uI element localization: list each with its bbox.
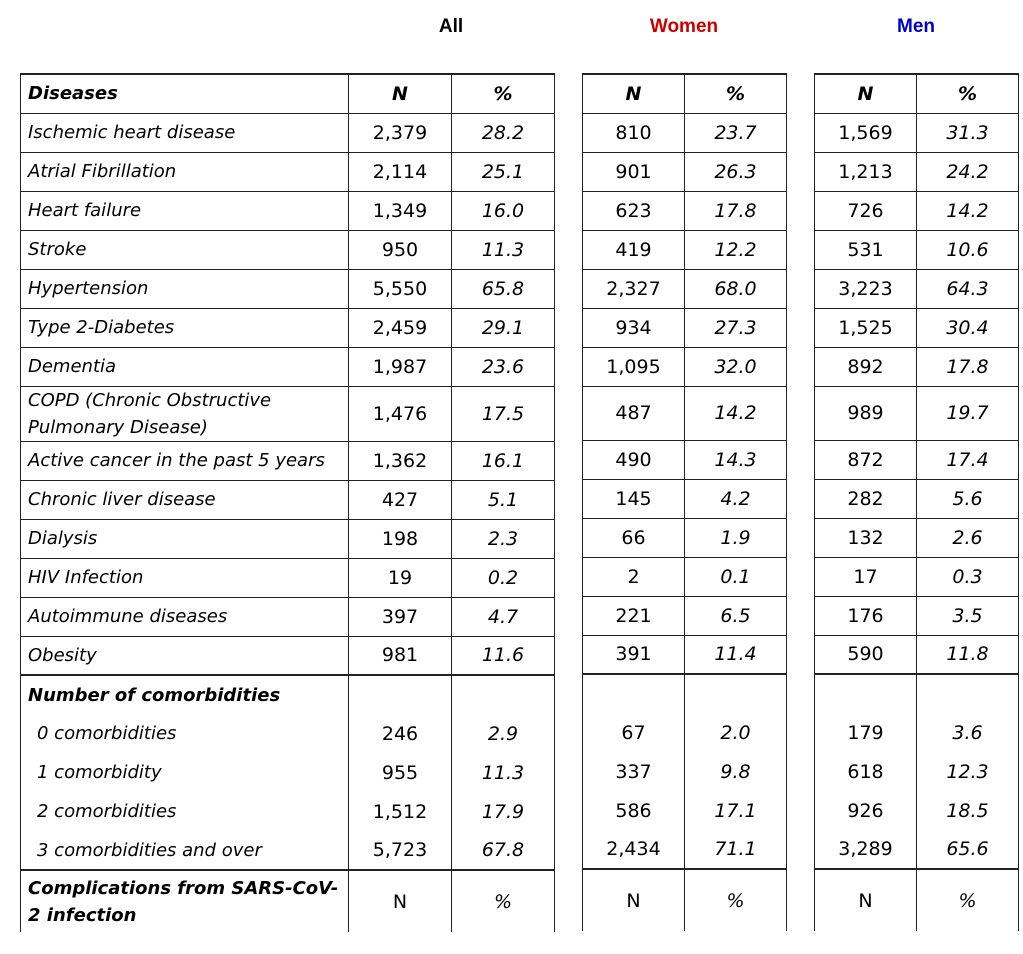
men-pct-cell: 12.3: [917, 752, 1019, 791]
empty-cell: [349, 675, 452, 714]
all-pct-cell: 5.1: [452, 480, 555, 519]
disease-label: HIV Infection: [21, 558, 349, 597]
men-pct-cell: 30.4: [917, 308, 1019, 347]
men-n-cell: 282: [815, 479, 917, 518]
disease-label: Ischemic heart disease: [21, 113, 349, 152]
men-n-cell: 726: [815, 191, 917, 230]
table-row: [815, 752, 1019, 791]
disease-label: Obesity: [21, 636, 349, 675]
comorbidities-title: Number of comorbidities: [21, 675, 349, 714]
all-n-cell: 397: [349, 597, 452, 636]
all-pct-cell: 28.2: [452, 113, 555, 152]
table-row: [583, 308, 787, 347]
group-title-women: Women: [649, 16, 719, 37]
all-pct-cell: 4.7: [452, 597, 555, 636]
section-row: [583, 674, 787, 713]
men-pct-cell: 5.6: [917, 479, 1019, 518]
table-row: [815, 191, 1019, 230]
men-n-cell: 892: [815, 347, 917, 386]
all-pct-cell: 16.1: [452, 441, 555, 480]
women-pct-cell: 23.7: [685, 113, 787, 152]
table-row: [583, 830, 787, 869]
women-n-cell: 2: [583, 557, 685, 596]
table-men: [814, 73, 1019, 931]
all-n-cell: 1,512: [349, 792, 452, 831]
women-n-cell: 901: [583, 152, 685, 191]
table-row: [21, 714, 555, 753]
men-n-cell: 618: [815, 752, 917, 791]
women-n-cell: 810: [583, 113, 685, 152]
all-pct-cell: 23.6: [452, 347, 555, 386]
women-n-cell: 337: [583, 752, 685, 791]
pct-header: %: [685, 869, 787, 931]
table-row: [583, 113, 787, 152]
women-n-cell: 67: [583, 713, 685, 752]
women-pct-cell: 1.9: [685, 518, 787, 557]
table-row: [583, 518, 787, 557]
men-pct-cell: 19.7: [917, 386, 1019, 440]
women-n-cell: 391: [583, 635, 685, 674]
group-title-men: Men: [897, 16, 935, 37]
complications-title: Complications from SARS-CoV-2 infection: [21, 870, 349, 932]
table-row: [583, 596, 787, 635]
men-pct-cell: 31.3: [917, 113, 1019, 152]
table-row: [21, 792, 555, 831]
table-row: [815, 557, 1019, 596]
men-n-cell: 1,525: [815, 308, 917, 347]
all-n-cell: 5,550: [349, 269, 452, 308]
women-n-cell: 487: [583, 386, 685, 440]
group-title-all: All: [438, 16, 464, 37]
all-n-cell: 1,362: [349, 441, 452, 480]
disease-label: Dementia: [21, 347, 349, 386]
women-n-cell: 1,095: [583, 347, 685, 386]
all-pct-cell: 25.1: [452, 152, 555, 191]
disease-label: Chronic liver disease: [21, 480, 349, 519]
section-row: [21, 870, 555, 932]
women-pct-cell: 27.3: [685, 308, 787, 347]
pct-header: %: [685, 74, 787, 113]
table-row: [815, 308, 1019, 347]
men-n-cell: 179: [815, 713, 917, 752]
women-n-cell: 934: [583, 308, 685, 347]
all-n-cell: 427: [349, 480, 452, 519]
table-row: [583, 191, 787, 230]
all-n-cell: 1,476: [349, 386, 452, 441]
women-pct-cell: 68.0: [685, 269, 787, 308]
men-n-cell: 3,289: [815, 830, 917, 869]
women-pct-cell: 12.2: [685, 230, 787, 269]
men-n-cell: 590: [815, 635, 917, 674]
table-row: [21, 636, 555, 675]
table-row: [815, 230, 1019, 269]
table-row: [21, 441, 555, 480]
women-pct-cell: 14.2: [685, 386, 787, 440]
table-row: [815, 518, 1019, 557]
table-row: [815, 830, 1019, 869]
men-pct-cell: 17.4: [917, 440, 1019, 479]
men-pct-cell: 3.5: [917, 596, 1019, 635]
table-row: [21, 230, 555, 269]
men-pct-cell: 14.2: [917, 191, 1019, 230]
table-women: [582, 73, 787, 931]
men-n-cell: 3,223: [815, 269, 917, 308]
comorbidity-label: 3 comorbidities and over: [21, 831, 349, 870]
section-row: [815, 674, 1019, 713]
empty-cell: [917, 674, 1019, 713]
disease-label: Active cancer in the past 5 years: [21, 441, 349, 480]
table-row: [583, 635, 787, 674]
men-pct-cell: 24.2: [917, 152, 1019, 191]
table-row: [21, 519, 555, 558]
all-n-cell: 1,349: [349, 191, 452, 230]
women-n-cell: 221: [583, 596, 685, 635]
disease-label: Dialysis: [21, 519, 349, 558]
table-row: [815, 440, 1019, 479]
disease-label: Heart failure: [21, 191, 349, 230]
men-pct-cell: 0.3: [917, 557, 1019, 596]
men-n-cell: 989: [815, 386, 917, 440]
table-row: [815, 113, 1019, 152]
pct-header: %: [452, 74, 555, 113]
women-pct-cell: 4.2: [685, 479, 787, 518]
all-pct-cell: 17.5: [452, 386, 555, 441]
all-pct-cell: 67.8: [452, 831, 555, 870]
comorbidity-label: 0 comorbidities: [21, 714, 349, 753]
all-n-cell: 955: [349, 753, 452, 792]
men-n-cell: 176: [815, 596, 917, 635]
men-n-cell: 1,569: [815, 113, 917, 152]
all-n-cell: 2,379: [349, 113, 452, 152]
pct-header: %: [917, 869, 1019, 931]
all-pct-cell: 17.9: [452, 792, 555, 831]
all-pct-cell: 2.9: [452, 714, 555, 753]
men-pct-cell: 64.3: [917, 269, 1019, 308]
table-row: [21, 558, 555, 597]
men-pct-cell: 2.6: [917, 518, 1019, 557]
n-header: N: [349, 74, 452, 113]
table-row: [21, 191, 555, 230]
table-row: [583, 440, 787, 479]
table-row: [815, 713, 1019, 752]
women-pct-cell: 0.1: [685, 557, 787, 596]
women-n-cell: 419: [583, 230, 685, 269]
women-n-cell: 586: [583, 791, 685, 830]
table-row: [583, 269, 787, 308]
table-row: [21, 753, 555, 792]
all-n-cell: 5,723: [349, 831, 452, 870]
table-row: [21, 597, 555, 636]
section-row: [815, 869, 1019, 931]
diseases-header: Diseases: [21, 74, 349, 113]
disease-label: COPD (Chronic Obstructive Pulmonary Disease): [21, 386, 349, 441]
all-n-cell: 246: [349, 714, 452, 753]
table-row: [21, 386, 555, 441]
table-row: [21, 269, 555, 308]
all-pct-cell: 2.3: [452, 519, 555, 558]
women-n-cell: 2,434: [583, 830, 685, 869]
women-pct-cell: 32.0: [685, 347, 787, 386]
men-n-cell: 17: [815, 557, 917, 596]
all-n-cell: 981: [349, 636, 452, 675]
table-row: [583, 752, 787, 791]
all-pct-cell: 0.2: [452, 558, 555, 597]
n-header: N: [815, 869, 917, 931]
men-pct-cell: 65.6: [917, 830, 1019, 869]
all-pct-cell: 16.0: [452, 191, 555, 230]
table-row: [815, 152, 1019, 191]
table-row: [21, 831, 555, 870]
disease-label: Autoimmune diseases: [21, 597, 349, 636]
comorbidity-label: 1 comorbidity: [21, 753, 349, 792]
n-header: N: [583, 74, 685, 113]
women-pct-cell: 2.0: [685, 713, 787, 752]
disease-label: Atrial Fibrillation: [21, 152, 349, 191]
header-row: [583, 74, 787, 113]
pct-header: %: [917, 74, 1019, 113]
women-pct-cell: 14.3: [685, 440, 787, 479]
table-row: [815, 347, 1019, 386]
header-row: [815, 74, 1019, 113]
women-n-cell: 2,327: [583, 269, 685, 308]
men-pct-cell: 11.8: [917, 635, 1019, 674]
table-all: [20, 73, 555, 932]
disease-label: Hypertension: [21, 269, 349, 308]
table-row: [21, 308, 555, 347]
all-n-cell: 950: [349, 230, 452, 269]
all-n-cell: 1,987: [349, 347, 452, 386]
table-row: [21, 347, 555, 386]
men-pct-cell: 18.5: [917, 791, 1019, 830]
table-row: [815, 479, 1019, 518]
women-pct-cell: 17.8: [685, 191, 787, 230]
all-n-cell: 198: [349, 519, 452, 558]
women-pct-cell: 26.3: [685, 152, 787, 191]
disease-label: Type 2-Diabetes: [21, 308, 349, 347]
all-pct-cell: 29.1: [452, 308, 555, 347]
table-row: [815, 269, 1019, 308]
women-n-cell: 490: [583, 440, 685, 479]
women-pct-cell: 17.1: [685, 791, 787, 830]
table-row: [815, 635, 1019, 674]
table-row: [21, 152, 555, 191]
empty-cell: [583, 674, 685, 713]
table-row: [815, 791, 1019, 830]
empty-cell: [452, 675, 555, 714]
table-row: [583, 347, 787, 386]
women-n-cell: 145: [583, 479, 685, 518]
all-pct-cell: 11.6: [452, 636, 555, 675]
empty-cell: [685, 674, 787, 713]
women-n-cell: 623: [583, 191, 685, 230]
men-n-cell: 872: [815, 440, 917, 479]
all-n-cell: 2,114: [349, 152, 452, 191]
men-n-cell: 531: [815, 230, 917, 269]
all-pct-cell: 11.3: [452, 230, 555, 269]
n-header: N: [349, 870, 452, 932]
women-pct-cell: 9.8: [685, 752, 787, 791]
n-header: N: [815, 74, 917, 113]
all-n-cell: 19: [349, 558, 452, 597]
header-row: [21, 74, 555, 113]
men-pct-cell: 17.8: [917, 347, 1019, 386]
disease-label: Stroke: [21, 230, 349, 269]
men-pct-cell: 3.6: [917, 713, 1019, 752]
table-row: [21, 480, 555, 519]
n-header: N: [583, 869, 685, 931]
all-n-cell: 2,459: [349, 308, 452, 347]
women-n-cell: 66: [583, 518, 685, 557]
women-pct-cell: 71.1: [685, 830, 787, 869]
section-row: [583, 869, 787, 931]
men-n-cell: 926: [815, 791, 917, 830]
table-row: [583, 713, 787, 752]
pct-header: %: [452, 870, 555, 932]
all-pct-cell: 11.3: [452, 753, 555, 792]
women-pct-cell: 11.4: [685, 635, 787, 674]
men-pct-cell: 10.6: [917, 230, 1019, 269]
table-row: [21, 113, 555, 152]
all-pct-cell: 65.8: [452, 269, 555, 308]
empty-cell: [815, 674, 917, 713]
table-row: [583, 230, 787, 269]
table-row: [815, 386, 1019, 440]
men-n-cell: 132: [815, 518, 917, 557]
table-row: [583, 791, 787, 830]
table-row: [583, 557, 787, 596]
men-n-cell: 1,213: [815, 152, 917, 191]
table-row: [583, 152, 787, 191]
women-pct-cell: 6.5: [685, 596, 787, 635]
table-row: [583, 479, 787, 518]
table-row: [815, 596, 1019, 635]
section-row: [21, 675, 555, 714]
comorbidity-label: 2 comorbidities: [21, 792, 349, 831]
table-row: [583, 386, 787, 440]
